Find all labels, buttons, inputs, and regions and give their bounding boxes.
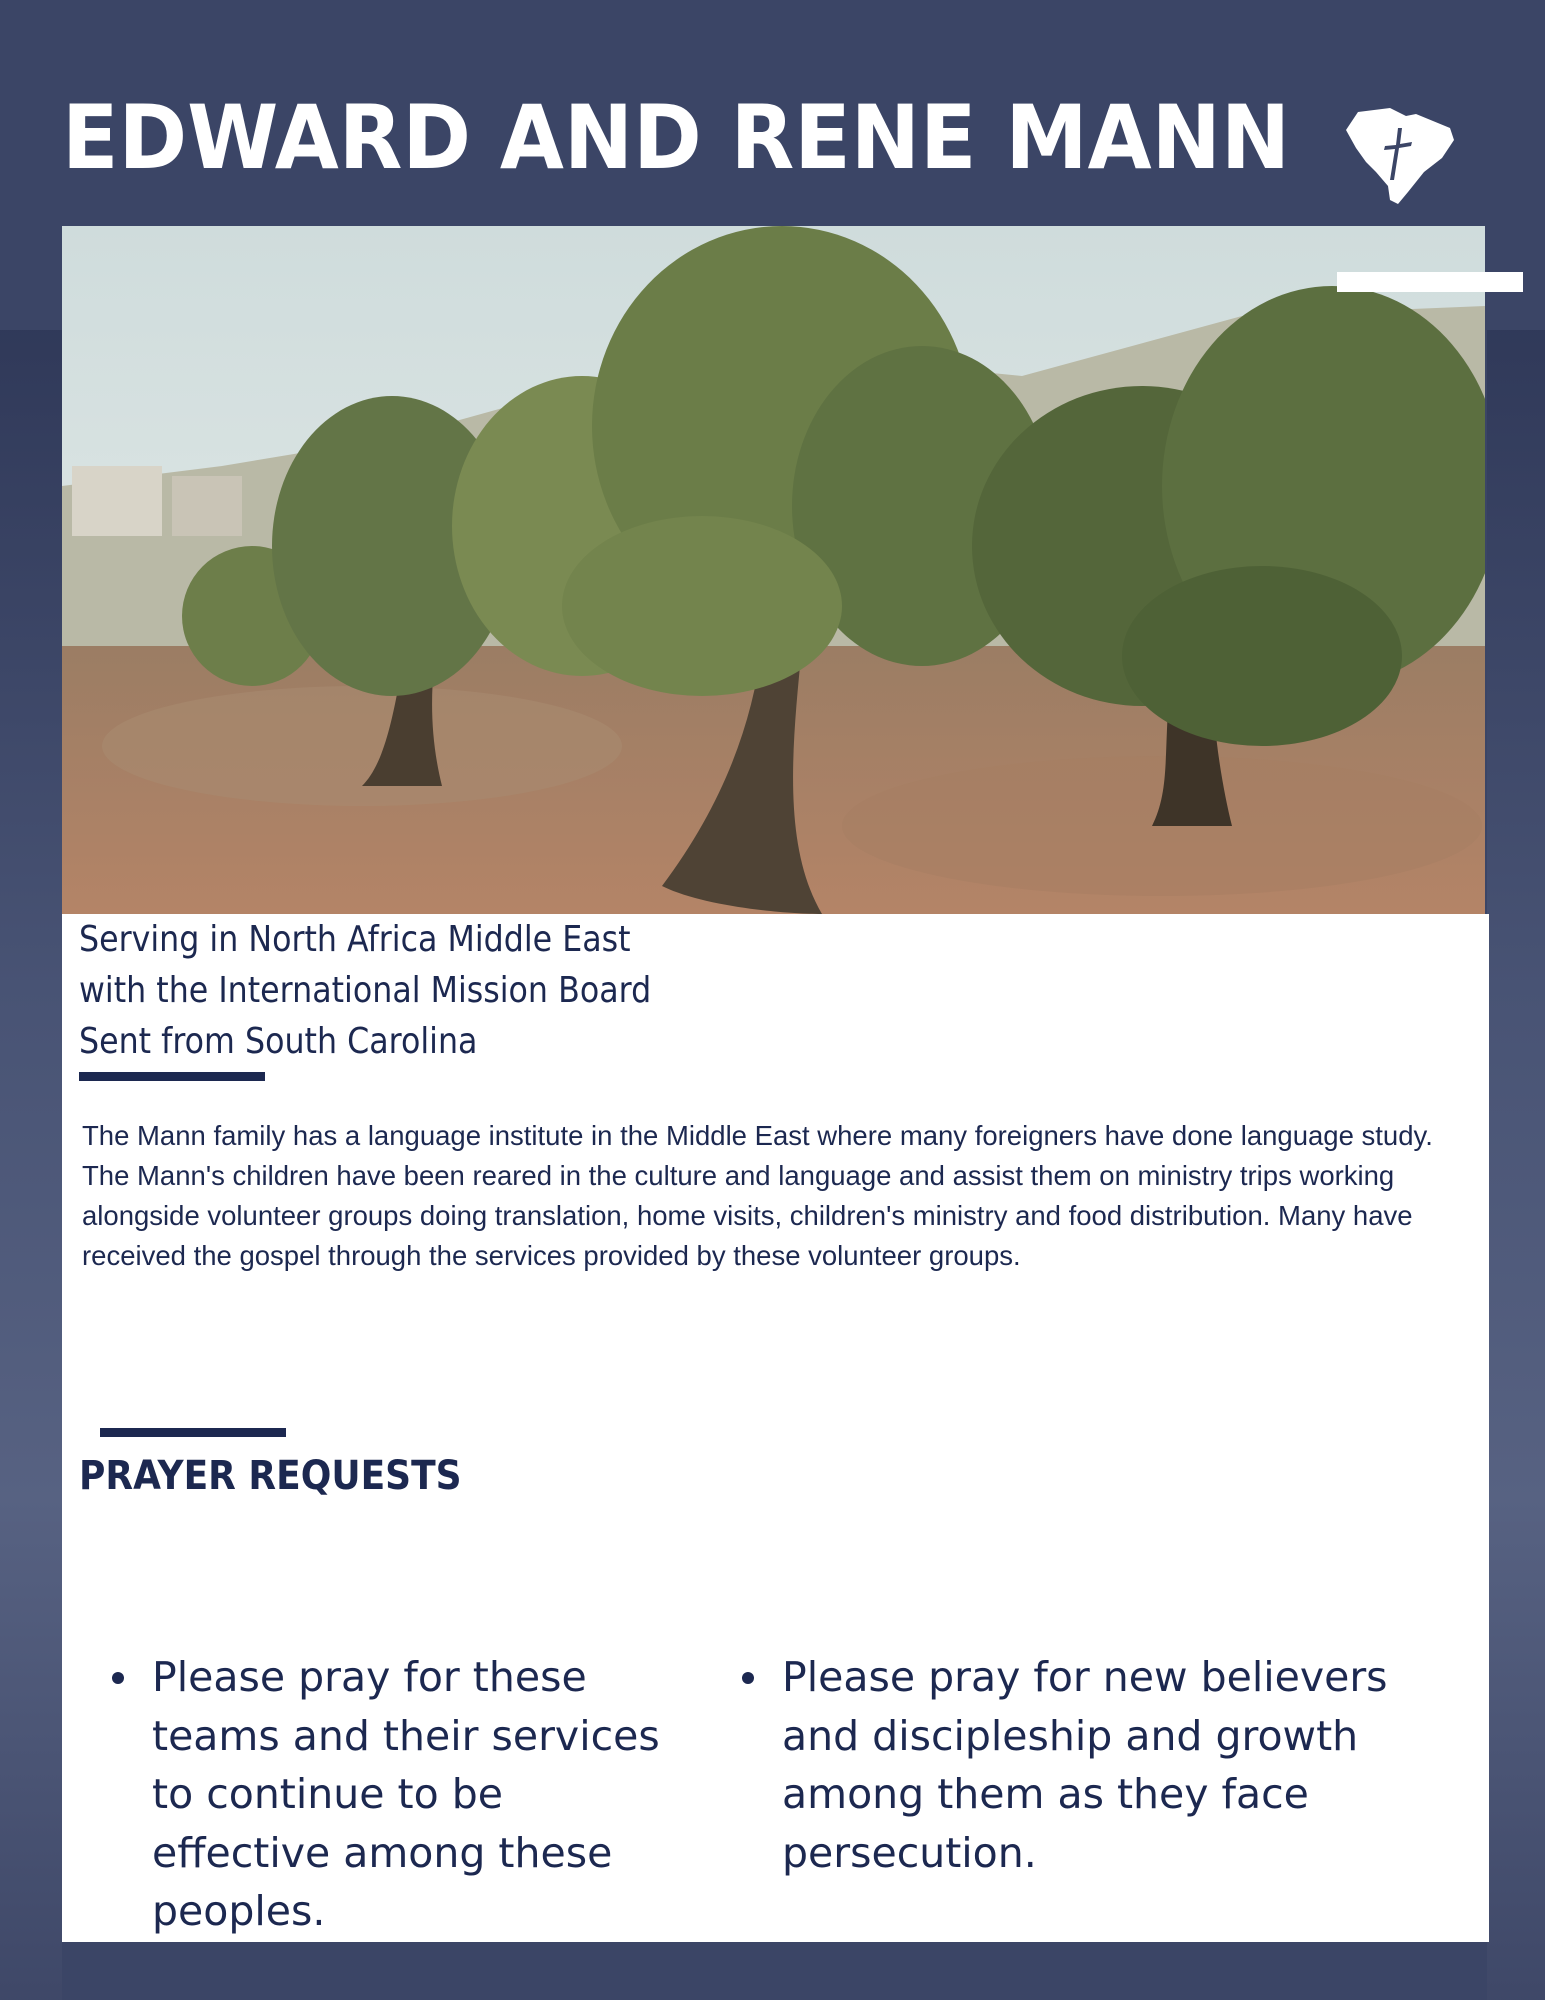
olive-grove-photo — [62, 226, 1485, 914]
section-divider — [100, 1428, 286, 1437]
bullet-icon — [112, 1672, 124, 1684]
accent-bar-white — [1337, 272, 1523, 292]
content-card — [62, 914, 1489, 1942]
serving-line: with the International Mission Board — [79, 970, 652, 1011]
prayer-request-text: Please pray for new believers and discipleship and growth among them as they face persecution. — [782, 1653, 1388, 1877]
bullet-icon — [742, 1672, 754, 1684]
prayer-request-text: Please pray for these teams and their services to continue to be effective among these peoples. — [152, 1653, 660, 1935]
family-description: The Mann family has a language institute in the Middle East where many foreigners have done language study. The Mann's children have been reared in the culture and language and assist them on ministry trips working alongside volunteer groups doing translation, home visits, children's ministry and food distribution. Many have received the gospel through the services provided by these volunteer groups. — [82, 1120, 1433, 1271]
background-forest-left — [0, 330, 62, 2000]
section-divider — [79, 1072, 265, 1081]
serving-line: Sent from South Carolina — [79, 1021, 478, 1062]
background-forest-right — [1487, 330, 1545, 2000]
south-carolina-cross-logo-icon — [1338, 100, 1458, 210]
serving-info — [79, 914, 651, 1067]
serving-line: Serving in North Africa Middle East — [79, 919, 631, 960]
prayer-requests-heading: PRAYER REQUESTS — [79, 1453, 462, 1499]
page-title: EDWARD AND RENE MANN — [62, 86, 1291, 189]
